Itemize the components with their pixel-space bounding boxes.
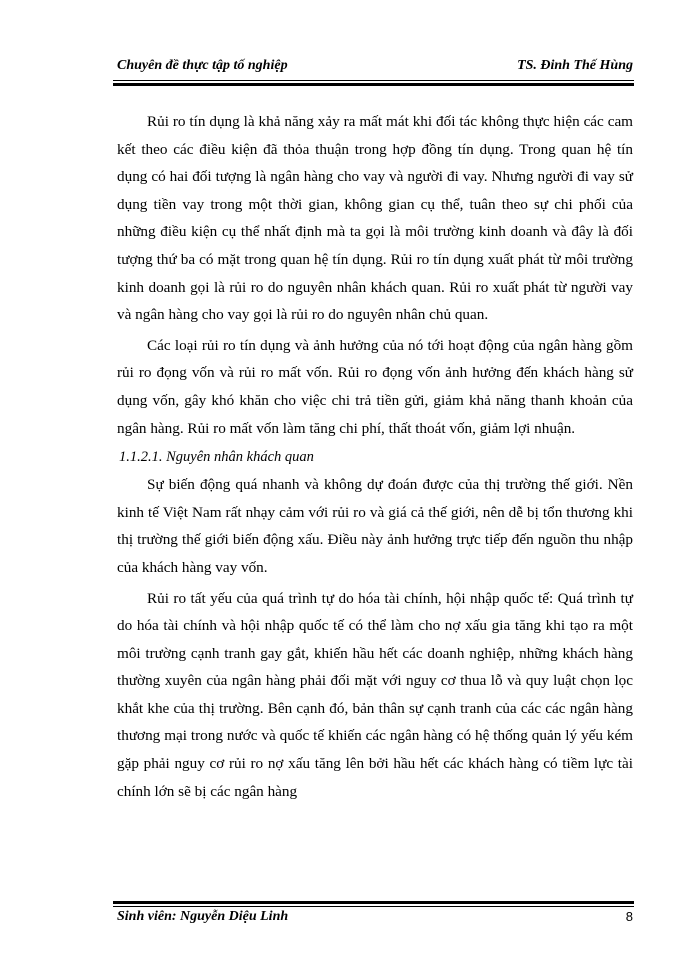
page-header [117,58,633,80]
section-subheading: 1.1.2.1. Nguyên nhân khách quan [119,449,314,466]
footer-divider [113,901,634,907]
footer-student-name: Sinh viên: Nguyễn Diệu Linh [117,909,289,924]
header-supervisor: TS. Đinh Thế Hùng [517,58,633,73]
header-document-title: Chuyên đề thực tập tố nghiệp [117,58,288,73]
body-paragraph-world-market: Sự biến động quá nhanh và không dự đoán được của thị trường thế giới. Nền kinh tế Việt Nam rất nhạy cảm với rủi ro và giá cả thế giới, nên dễ bị tổn thương khi thị trường thế giới biến động xấu. Điều này ảnh hưởng trực tiếp đến nguồn thu nhập của khách hàng vay vốn. [117,476,633,576]
page-footer [117,909,633,931]
body-paragraph-financial-liberalization: Rủi ro tất yếu của quá trình tự do hóa tài chính, hội nhập quốc tế: Quá trình tự do hóa tài chính và hội nhập quốc tế có thể làm cho nợ xấu gia tăng khi tạo ra một môi trường cạnh tranh gay gắt, khiến hầu hết các doanh nghiệp, những khách hàng thường xuyên của ngân hàng phải đối mặt với nguy cơ thua lỗ và quy luật chọn lọc khắt khe của thị trường. Bên cạnh đó, bản thân sự cạnh tranh của các các ngân hàng thương mại trong nước và quốc tế khiến các ngân hàng có hệ thống quản lý yếu kém gặp phải nguy cơ rủi ro nợ xấu tăng lên bởi hầu hết các khách hàng có tiềm lực tài chính lớn sẽ bị các ngân hàng [117,589,633,800]
body-paragraph-credit-risk-types: Các loại rủi ro tín dụng và ảnh hưởng của nó tới hoạt động của ngân hàng gồm rủi ro đọng vốn và rủi ro mất vốn. Rủi ro đọng vốn ảnh hưởng đến khách hàng sử dụng vốn, gây khó khăn cho việc chi trả tiền gửi, giảm khả năng thanh khoản của ngân hàng. Rủi ro mất vốn làm tăng chi phí, thất thoát vốn, giảm lợi nhuận. [117,336,633,437]
body-paragraph-credit-risk-definition: Rủi ro tín dụng là khả năng xảy ra mất mát khi đối tác không thực hiện các cam kết theo các điều kiện đã thỏa thuận trong hợp đồng tín dụng. Trong quan hệ tín dụng có hai đối tượng là ngân hàng cho vay và người đi vay. Nhưng người đi vay sử dụng tiền vay trong một thời gian, không gian cụ thể, tuân theo sự chi phối của những điều kiện cụ thể nhất định mà ta gọi là môi trường kinh doanh và đây là đối tượng thứ ba có mặt trong quan hệ tín dụng. Rủi ro tín dụng xuất phát từ môi trường kinh doanh gọi là rủi ro do nguyên nhân khách quan. Rủi ro xuất phát từ người vay và ngân hàng cho vay gọi là rủi ro do nguyên nhân chủ quan. [117,113,633,324]
header-divider [113,80,634,86]
page-number: 8 [625,909,633,924]
page-body [117,108,633,805]
